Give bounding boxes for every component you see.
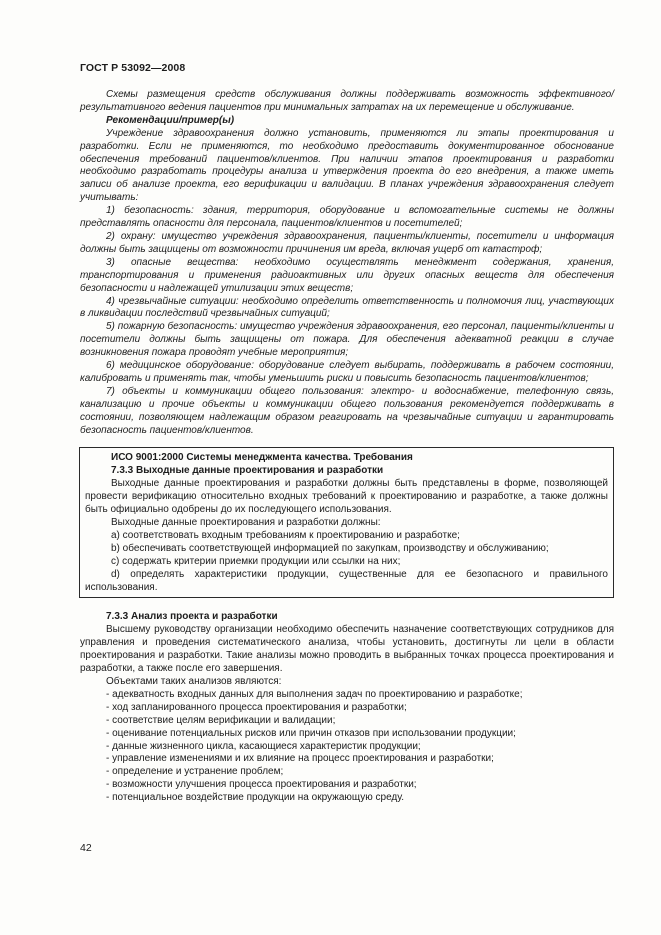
iso-box-item: c) содержать критерии приемки продукции или ссылки на них;	[111, 555, 401, 567]
recommendations-heading: Рекомендации/пример(ы)	[106, 114, 235, 126]
iso-box-subtitle: 7.3.3 Выходные данные проектирования и разработки	[111, 465, 384, 477]
recommendations-paragraph: Учреждение здравоохранения должно установить, применяются ли этапы проектирования и разработки. Если не применяются, то необходимо предоставить документированное обоснование обеспечения требований пациентов/клиентов. При наличии этапов проектирования и разработки необходимо разработать процедуры анализа и утверждения проекта до его внедрения, а также иметь записи об анализе проекта, его верификации и валидации. В планах учреждения здравоохранения следует учитывать:	[80, 127, 614, 204]
dash-item: - потенциальное воздействие продукции на окружающую среду.	[106, 792, 405, 804]
list-item: 2) охрану: имущество учреждения здравоохранения, пациенты/клиенты, посетители и информация должны быть защищены от возможности причинения им вреда, включая ущерб от катастроф;	[80, 230, 614, 255]
list-item: 6) медицинское оборудование: оборудование следует выбирать, поддерживать в рабочем состоянии, калибровать и применять так, чтобы уменьшить риски и повысить безопасность пациентов/клиентов;	[80, 360, 614, 384]
iso-box-item: a) соответствовать входным требованиям к проектированию и разработке;	[111, 529, 460, 541]
list-item: 7) объекты и коммуникации общего пользования: электро- и водоснабжение, телефонную связь, канализацию и прочие объекты и коммуникации общего пользования рекомендуется поддерживать в состоянии, позволяющем надлежащим образом реагировать на чрезвычайные ситуации и гарантировать безопасность пациентов/клиентов.	[80, 385, 614, 436]
iso-box-item: d) определять характеристики продукции, существенные для ее безопасного и правильного использования.	[85, 568, 608, 593]
iso-quote-box	[79, 447, 614, 598]
dash-item: - ход запланированного процесса проектирования и разработки;	[106, 701, 407, 713]
section-heading: 7.3.3 Анализ проекта и разработки	[106, 611, 278, 623]
iso-box-title: ИСО 9001:2000 Системы менеджмента качества. Требования	[111, 452, 413, 464]
list-item: 1) безопасность: здания, территория, оборудование и вспомогательные системы не должны представлять опасности для персонала, пациентов/клиентов и посетителей;	[80, 205, 614, 230]
scheme-paragraph: Схемы размещения средств обслуживания должны поддерживать возможность эффективного/результативного ведения пациентов при минимальных затратах на их перемещение и обслуживание.	[80, 89, 614, 113]
dash-item: - данные жизненного цикла, касающиеся характеристик продукции;	[106, 740, 421, 752]
page-number: 42	[80, 842, 92, 854]
page-content	[80, 89, 614, 805]
section-paragraph: Объектами таких анализов являются:	[106, 675, 282, 687]
dash-item: - оценивание потенциальных рисков или причин отказов при использовании продукции;	[106, 727, 516, 739]
dash-item: - определение и устранение проблем;	[106, 766, 284, 778]
list-item: 5) пожарную безопасность: имущество учреждения здравоохранения, его персонал, пациенты/клиенты и посетители должны быть защищены от пожара. Для обеспечения адекватной реакции в случае возникновения пожара проводят учебные мероприятия;	[80, 321, 614, 359]
iso-box-paragraph: Выходные данные проектирования и разработки должны быть представлены в форме, позволяющей провести верификацию относительно входных требований к проектированию и разработке, а также должны быть официально одобрены до их последующего использования.	[85, 478, 608, 516]
dash-item: - возможности улучшения процесса проектирования и разработки;	[106, 779, 417, 791]
list-item: 4) чрезвычайные ситуации: необходимо определить ответственность и полномочия лиц, участвующих в ликвидации последствий чрезвычайных ситуаций;	[80, 295, 614, 320]
document-header: ГОСТ Р 53092—2008	[80, 62, 186, 74]
section-paragraph: Высшему руководству организации необходимо обеспечить назначение соответствующих сотрудников для управления и проведения систематического анализа, чтобы установить, достигнуты ли цели в области проектирования и разработки. Такие анализы можно проводить в выбранных точках процесса проектирования и разработки, а также после его завершения.	[80, 624, 614, 675]
dash-item: - соответствие целям верификации и валидации;	[106, 714, 336, 726]
dash-item: - управление изменениями и их влияние на процесс проектирования и разработки;	[106, 753, 494, 765]
iso-box-item: b) обеспечивать соответствующей информацией по закупкам, производству и обслуживанию;	[111, 542, 549, 554]
iso-box-paragraph: Выходные данные проектирования и разработки должны:	[111, 517, 381, 528]
dash-item: - адекватность входных данных для выполнения задач по проектированию и разработке;	[106, 688, 523, 700]
list-item: 3) опасные вещества: необходимо осуществлять менеджмент содержания, хранения, транспортирования и применения радиоактивных или других опасных веществ для обеспечения безопасности и надлежащей утилизации этих веществ;	[80, 256, 614, 294]
